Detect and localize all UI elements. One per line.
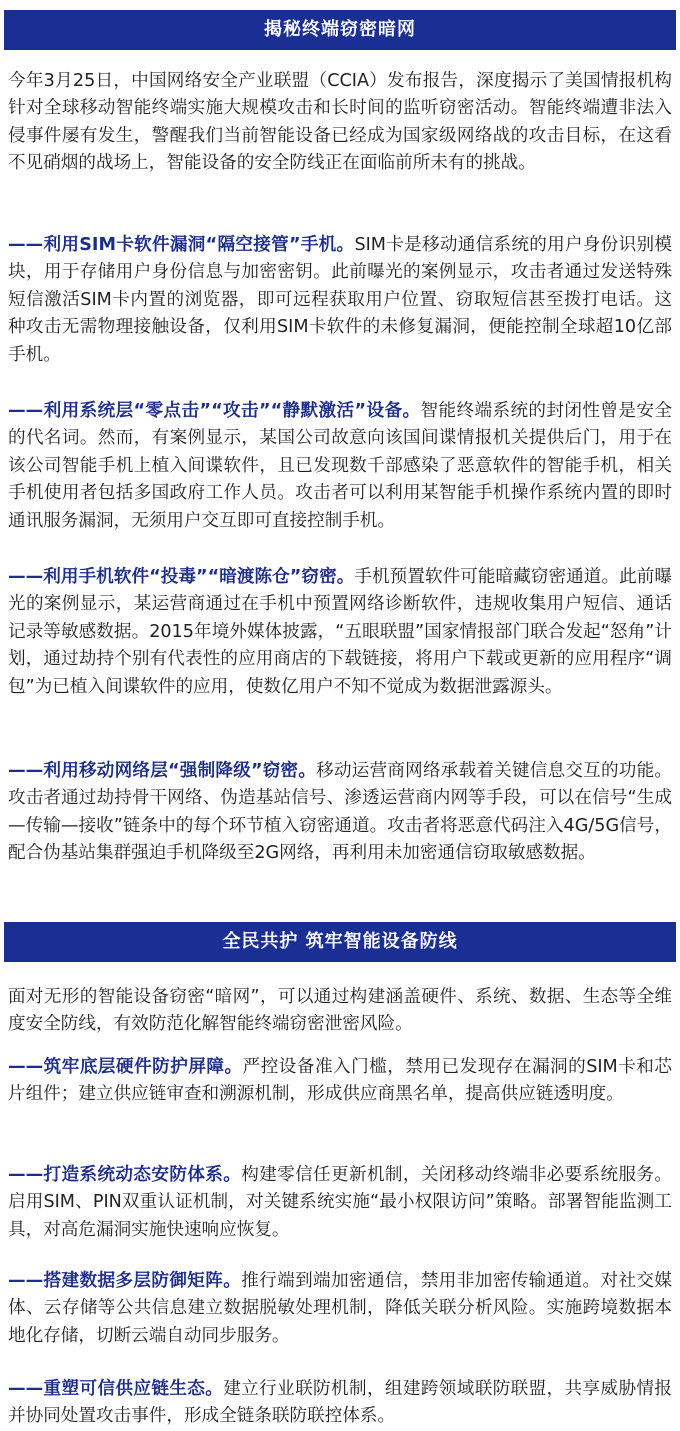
threat-sim-text: SIM卡是移动通信系统的用户身份识别模块，用于存储用户身份信息与加密密钥。此前曝光的案例显示，攻击者通过发送特殊短信激活SIM卡内置的浏览器，即可远程获取用户位置、窃取短信甚至拨打电话。这种攻击无需物理接触设备，仅利用SIM卡软件的未修复漏洞，便能控制全球超10亿部手机。 bbox=[8, 235, 672, 365]
defense-intro-paragraph bbox=[8, 984, 672, 1039]
defense-system-lead: ——打造系统动态安防体系。 bbox=[8, 1165, 242, 1185]
defense-system-text: 构建零信任更新机制，关闭移动终端非必要系统服务。启用SIM、PIN双重认证机制，对关键系统实施“最小权限访问”策略。部署智能监测工具，对高危漏洞实施快速响应恢复。 bbox=[8, 1165, 672, 1240]
defense-system-paragraph bbox=[8, 1162, 672, 1244]
defense-supply-chain-paragraph bbox=[8, 1376, 672, 1431]
threat-zero-click-lead: ——利用系统层“零点击”“攻击”“静默激活”设备。 bbox=[8, 401, 421, 421]
threat-network-downgrade-text: 移动运营商网络承载着关键信息交互的功能。攻击者通过劫持骨干网络、伪造基站信号、渗透运营商内网等手段，可以在信号“生成—传输—接收”链条中的每个环节植入窃密通道。攻击者将恶意代码注入4G/5G信号，配合伪基站集群强迫手机降级至2G网络，再利用未加密通信窃取敏感数据。 bbox=[8, 761, 672, 864]
threat-sim-lead: ——利用SIM卡软件漏洞“隔空接管”手机。 bbox=[8, 235, 355, 255]
defense-supply-chain-text: 建立行业联防机制，组建跨领域联防联盟，共享威胁情报并协同处置攻击事件，形成全链条联防联控体系。 bbox=[8, 1379, 672, 1427]
defense-data-text: 推行端到端加密通信，禁用非加密传输通道。对社交媒体、云存储等公共信息建立数据脱敏处理机制，降低关联分析风险。实施跨境数据本地化存储，切断云端自动同步服务。 bbox=[8, 1271, 672, 1346]
defense-supply-chain-lead: ——重塑可信供应链生态。 bbox=[8, 1379, 224, 1399]
defense-hardware-text: 严控设备准入门槛，禁用已发现存在漏洞的SIM卡和芯片组件；建立供应链审查和溯源机制，形成供应商黑名单，提高供应链透明度。 bbox=[8, 1057, 672, 1105]
threat-network-downgrade-lead: ——利用移动网络层“强制降级”窃密。 bbox=[8, 761, 317, 781]
threat-app-poisoning-lead: ——利用手机软件“投毒”“暗渡陈仓”窃密。 bbox=[8, 567, 355, 587]
defense-hardware-lead: ——筑牢底层硬件防护屏障。 bbox=[8, 1057, 243, 1077]
defense-hardware-paragraph bbox=[8, 1054, 672, 1109]
intro-text: 今年3月25日，中国网络安全产业联盟（CCIA）发布报告，深度揭示了美国情报机构针对全球移动智能终端实施大规模攻击和长时间的监听窃密活动。智能终端遭非法入侵事件屡有发生，警醒我们当前智能设备已经成为国家级网络战的攻击目标，在这看不见硝烟的战场上，智能设备的安全防线正在面临前所未有的挑战。 bbox=[8, 71, 672, 174]
threat-app-poisoning-text: 手机预置软件可能暗藏窃密通道。此前曝光的案例显示，某运营商通过在手机中预置网络诊断软件，违规收集用户短信、通话记录等敏感数据。2015年境外媒体披露，“五眼联盟”国家情报部门联合发起“怒角”计划，通过劫持个别有代表性的应用商店的下载链接，将用户下载或更新的应用程序“调包”为已植入间谍软件的应用，使数亿用户不知不觉成为数据泄露源头。 bbox=[8, 567, 672, 697]
defense-intro-text: 面对无形的智能设备窃密“暗网”，可以通过构建涵盖硬件、系统、数据、生态等全维度安全防线，有效防范化解智能终端窃密泄密风险。 bbox=[8, 987, 672, 1035]
intro-paragraph bbox=[8, 68, 672, 178]
defense-data-paragraph bbox=[8, 1268, 672, 1350]
section-header-defense-line: 全民共护 筑牢智能设备防线 bbox=[4, 922, 676, 962]
defense-data-lead: ——搭建数据多层防御矩阵。 bbox=[8, 1271, 242, 1291]
threat-network-downgrade-paragraph bbox=[8, 758, 672, 868]
threat-zero-click-paragraph bbox=[8, 398, 672, 535]
threat-zero-click-text: 智能终端系统的封闭性曾是安全的代名词。然而，有案例显示，某国公司故意向该国间谍情报机关提供后门，用于在该公司智能手机上植入间谍软件，且已发现数千部感染了恶意软件的智能手机，相关手机使用者包括多国政府工作人员。攻击者可以利用某智能手机操作系统内置的即时通讯服务漏洞，无须用户交互即可直接控制手机。 bbox=[8, 401, 672, 531]
threat-app-poisoning-paragraph bbox=[8, 564, 672, 701]
threat-sim-paragraph bbox=[8, 232, 672, 369]
section-header-exposing-dark-web: 揭秘终端窃密暗网 bbox=[4, 10, 676, 50]
